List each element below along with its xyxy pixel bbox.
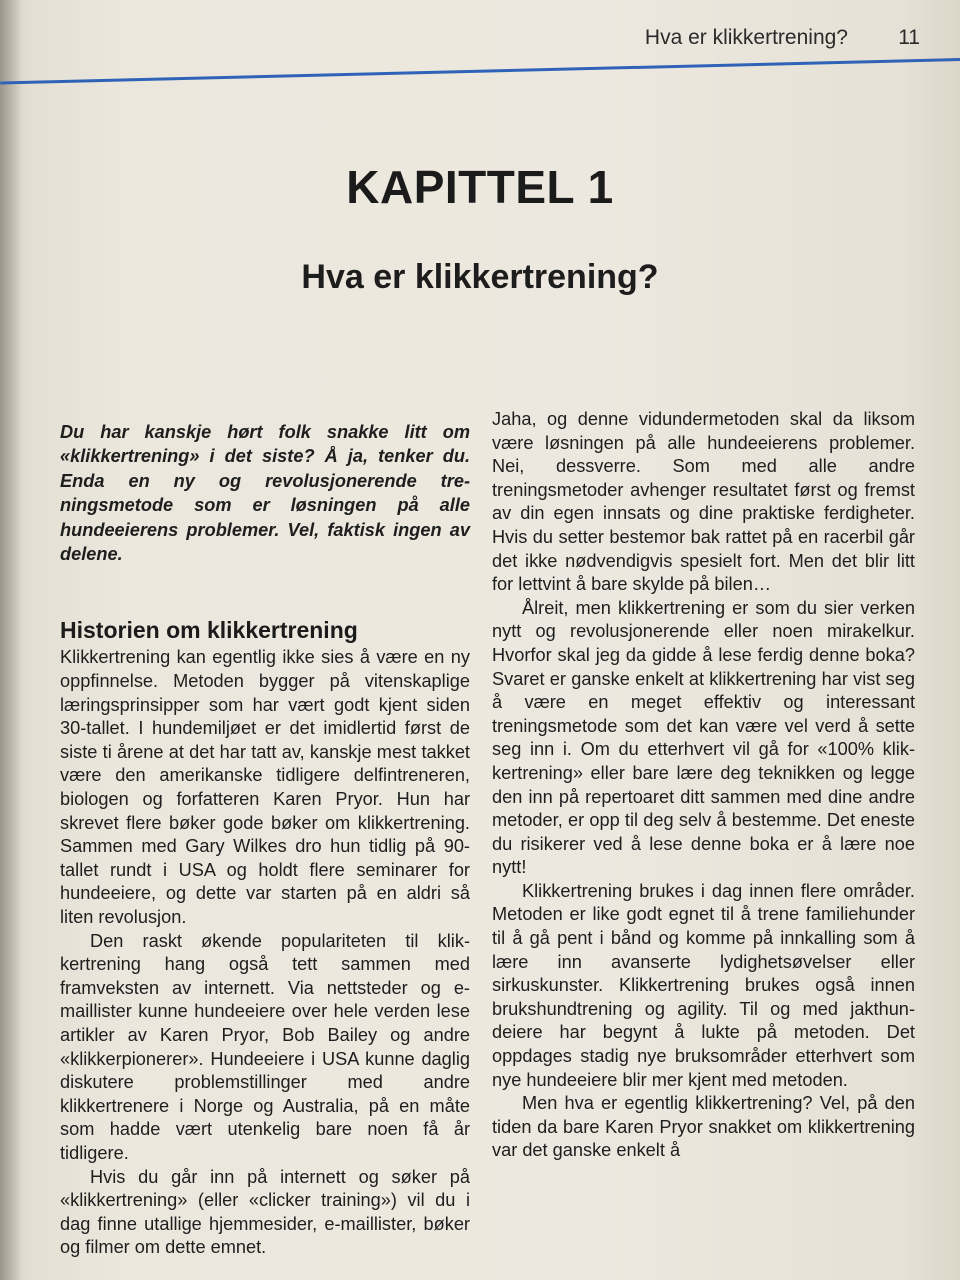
chapter-title: Hva er klikkertrening?	[301, 258, 659, 296]
body-paragraph: Hvis du går inn på internett og søker på «klikkertrening» (eller «clicker training») vil du i dag finne utallige hjemmesider, e-maillister, bøker og filmer om dette emnet.	[60, 1166, 470, 1258]
running-header	[0, 22, 960, 62]
chapter-label: KAPITTEL 1	[346, 161, 614, 213]
right-column	[492, 408, 915, 1163]
body-paragraph: Den raskt økende populariteten til klikkertrening hang også tett sammen med framveksten av internett. Via nettsteder og e-maillister kunne hundeeiere over hele verden lese artikler av Karen Pryor, Bob Bailey og andre «klikkerpionerer». Hundeeiere i USA kunne daglig diskutere problemstillinger med andre klikkertrenere i Norge og Australia, på en måte som hadde vært utenkelig bare noen få år tidligere.	[60, 930, 470, 1163]
body-paragraph: Klikkertrening brukes i dag innen flere områder. Metoden er like godt egnet til å trene familiehunder til å gå pent i bånd og komme på innkalling som å lære inn avanserte lydighetsøvelser eller sirkuskunster. Klikkertrening brukes også innen brukshundtrening og agility. Til og med jakthundeiere har begynt å lukte på metoden. Det oppdages stadig nye bruksområder etterhvert som nye hundeeiere blir mer kjent med metoden.	[492, 880, 915, 1090]
intro-paragraph: Du har kanskje hørt folk snakke litt om «klikkertrening» i det siste? Å ja, tenker du. Enda en ny og revolusjonerende treningsmetode som er løsningen på alle hundeeierens problemer. Vel, faktisk ingen av delene.	[60, 422, 470, 565]
body-paragraph: Men hva er egentlig klikkertrening? Vel, på den tiden da bare Karen Pryor snakket om klikkertrening var det ganske enkelt å	[492, 1093, 915, 1161]
body-paragraph: Ålreit, men klikkertrening er som du sier verken nytt og revolusjonerende eller noen mirakelkur. Hvorfor skal jeg da gidde å lese ferdig denne boka? Svaret er ganske enkelt at klikkertrening har vist seg å være en meget effektiv og interessant treningsmetode som det kan være vel verd å sette seg inn i. Om du etterhvert vil gå for «100% klikkertrening» eller bare lære deg teknikken og legge den inn på repertoaret ditt sammen med dine andre metoder, er opp til deg selv å bestemme. Det eneste du risikerer ved å lese denne boka er å lære noe nytt!	[492, 597, 915, 878]
left-column	[60, 420, 470, 1260]
body-paragraph: Jaha, og denne vidundermetoden skal da liksom være løsningen på alle hundeeierens problemer. Nei, dessverre. Som med alle andre treningsmetoder avhenger resultatet først og fremst av din egen innsats og dine praktiske ferdigheter. Hvis du setter bestemor bak rattet på en racerbil går det ikke nødvendigvis spesielt fort. Men det blir litt for lettvint å bare skylde på bilen…	[492, 409, 915, 595]
section-heading: Historien om klikkertrening	[60, 617, 358, 644]
running-title: Hva er klikkertrening?	[644, 26, 848, 49]
page-number: 11	[898, 26, 920, 49]
body-paragraph: Klikkertrening kan egentlig ikke sies å være en ny oppfinnelse. Metoden bygger på vitenskaplige læringsprinsipper som har vært godt kjent siden 30-tallet. I hundemiljøet er det imidlertid først de siste ti årene at det har tatt av, kanskje mest takket være den amerikanske tidligere delfintreneren, biologen og forfatteren Karen Pryor. Hun har skrevet flere bøker gode bøker om klikkertrening. Sammen med Gary Wilkes dro hun tidlig på 90-tallet rundt i USA og holdt flere seminarer for hundeeiere, og dette var starten på en aldri så liten revolusjon.	[60, 647, 470, 927]
